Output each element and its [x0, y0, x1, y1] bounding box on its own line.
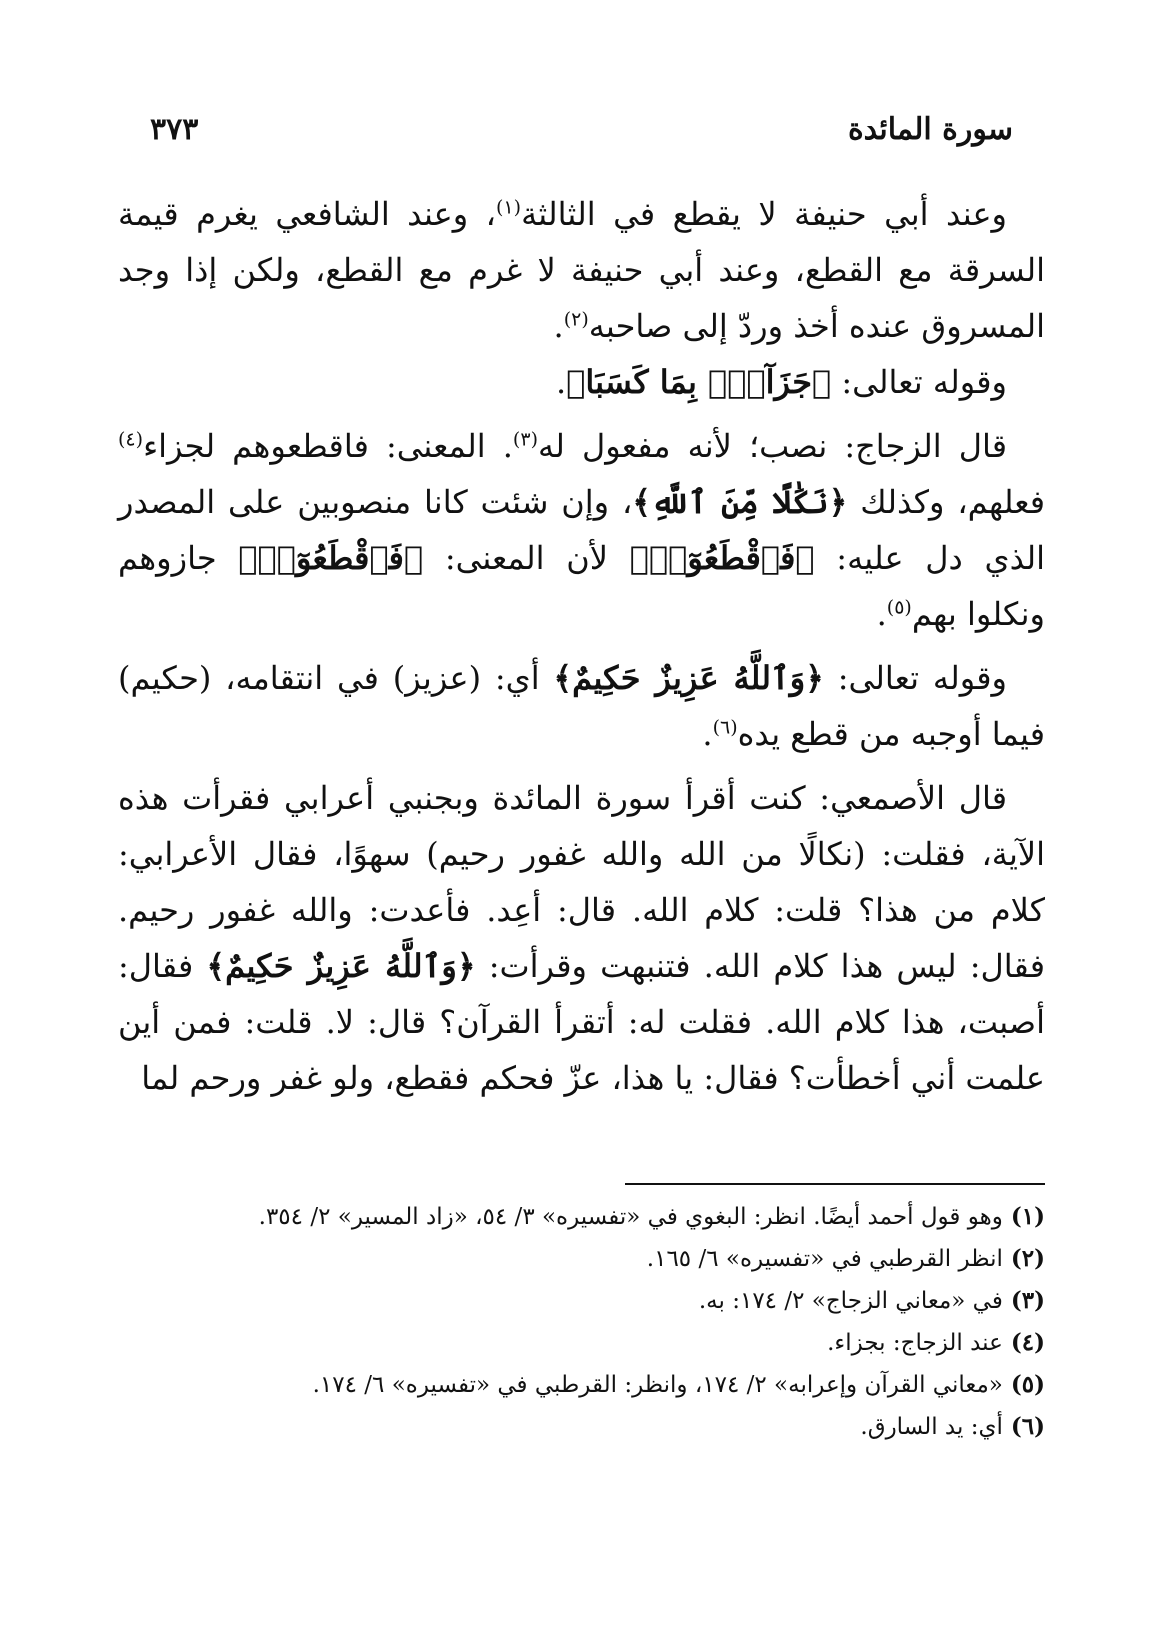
footnote-ref[interactable]: (٥)	[886, 596, 912, 619]
text-run: فقال: أصبت، هذا كلام الله. فقلت له: أتقرأ القرآن؟ قال: لا. قلت: فمن أين علمت أني أخطأت؟ فقال: يا هذا، عزّ فحكم فقطع، ولو غفر ورحم لما	[118, 947, 1045, 1097]
footnote-item	[118, 1280, 1045, 1322]
footnotes	[118, 1196, 1045, 1448]
text-run: قال الأصمعي: كنت أقرأ سورة المائدة وبجنبي أعرابي فقرأت هذه الآية، فقلت: (نكالًا من الله والله غفور رحيم) سهوًا، فقال الأعرابي: كلام من هذا؟ قلت: كلام الله. قال: أعِد. فأعدت: والله غفور رحيم. فقال: ليس هذا كلام الله. فتنبهت وقرأت:	[118, 779, 1046, 985]
footnote-item	[118, 1196, 1045, 1238]
footnote-ref[interactable]: (٤)	[118, 428, 144, 451]
footnote-text: في «معاني الزجاج» ٢/ ١٧٤: به.	[698, 1288, 1003, 1314]
footnote-ref[interactable]: (١)	[496, 196, 522, 219]
text-run: أي: (عزيز) في انتقامه، (حكيم) فيما أوجبه من قطع يده	[118, 659, 1045, 753]
page-number: ٣٧٣	[150, 112, 199, 147]
paragraph-4	[118, 650, 1045, 762]
text-run: فعلهم، وكذلك	[847, 483, 1046, 521]
footnote-item	[118, 1364, 1045, 1406]
text-run: وقوله تعالى:	[823, 659, 1008, 697]
text-run: ، وإن شئت كانا منصوبين على المصدر الذي دل عليه:	[118, 483, 1045, 577]
footnote-item	[118, 1406, 1045, 1448]
footnote-number: (٣)	[1010, 1287, 1045, 1314]
paragraph-5	[118, 770, 1045, 1106]
text-run: وقوله تعالى:	[831, 363, 1007, 401]
quran-verse: ﴿جَزَآءَۢ بِمَا كَسَبَا﴾	[566, 363, 832, 401]
footnote-number: (٤)	[1010, 1329, 1045, 1356]
footnote-number: (٦)	[1010, 1413, 1045, 1440]
footnote-text: عند الزجاج: بجزاء.	[827, 1330, 1003, 1356]
quran-verse: ﴿فَٱقْطَعُوٓا۟﴾	[629, 539, 815, 577]
footnote-ref[interactable]: (٦)	[712, 716, 738, 739]
surah-title: سورة المائدة	[847, 112, 1013, 147]
main-text	[118, 186, 1045, 1106]
footnote-text: انظر القرطبي في «تفسيره» ٦/ ١٦٥.	[646, 1246, 1003, 1272]
page-header	[150, 112, 1013, 156]
footnote-item	[118, 1322, 1045, 1364]
text-run: .	[702, 715, 713, 753]
text-run: لأن المعنى:	[423, 539, 630, 577]
quran-verse: ﴿فَٱقْطَعُوٓا۟﴾	[238, 539, 424, 577]
text-run: .	[876, 595, 887, 633]
text-run: . المعنى: فاقطعوهم لجزاء	[143, 427, 513, 465]
text-run: جازوهم ونكلوا بهم	[118, 539, 1045, 633]
quran-verse: ﴿وَٱللَّهُ عَزِيزٌ حَكِيمٌ﴾	[206, 947, 476, 985]
quran-verse: ﴿نَكَٰلًا مِّنَ ٱللَّهِ﴾	[632, 483, 848, 521]
footnote-text: أي: يد السارق.	[860, 1414, 1003, 1440]
footnote-text: «معاني القرآن وإعرابه» ٢/ ١٧٤، وانظر: القرطبي في «تفسيره» ٦/ ١٧٤.	[312, 1372, 1003, 1398]
footnote-text: وهو قول أحمد أيضًا. انظر: البغوي في «تفسيره» ٣/ ٥٤، «زاد المسير» ٢/ ٣٥٤.	[258, 1204, 1003, 1230]
text-run: .	[553, 307, 564, 345]
text-run: قال الزجاج: نصب؛ لأنه مفعول له	[537, 427, 1008, 465]
paragraph-3	[118, 418, 1045, 642]
footnote-number: (٥)	[1010, 1371, 1045, 1398]
paragraph-1	[118, 186, 1045, 354]
text-run: وعند أبي حنيفة لا يقطع في الثالثة	[521, 195, 1008, 233]
footnote-number: (٢)	[1010, 1245, 1045, 1272]
footnote-item	[118, 1238, 1045, 1280]
quran-verse: ﴿وَٱللَّهُ عَزِيزٌ حَكِيمٌ﴾	[553, 659, 824, 697]
paragraph-2	[118, 354, 1045, 410]
footnote-divider	[625, 1183, 1045, 1185]
text-run: ، وعند الشافعي يغرم قيمة السرقة مع القطع، وعند أبي حنيفة لا غرم مع القطع، ولكن إذا وجد المسروق عنده أخذ وردّ إلى صاحبه	[118, 195, 1045, 345]
footnote-ref[interactable]: (٢)	[563, 308, 589, 331]
footnote-number: (١)	[1010, 1203, 1045, 1230]
text-run: .	[556, 363, 567, 401]
footnote-ref[interactable]: (٣)	[512, 428, 538, 451]
